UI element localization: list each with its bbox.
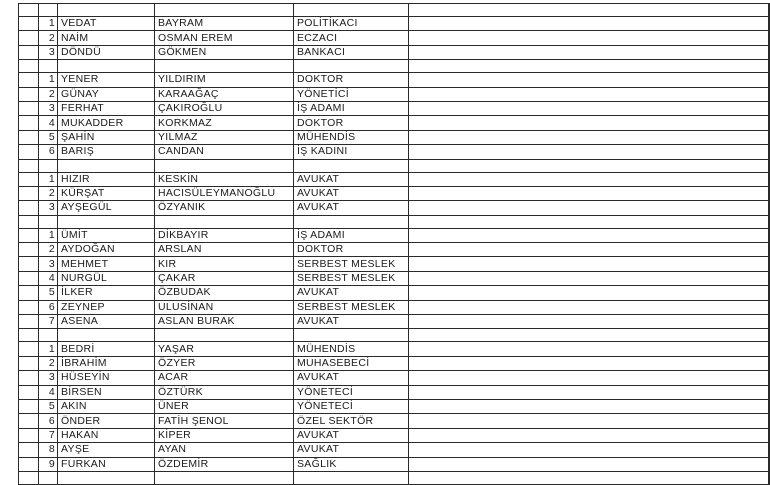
first-name-cell: BARIŞ — [58, 145, 155, 159]
empty-cell — [409, 286, 769, 300]
last-name-cell: FATİH ŞENOL — [155, 414, 294, 428]
occupation-cell: MÜHENDİS — [294, 342, 409, 356]
row-number: 3 — [39, 101, 58, 115]
first-name-cell: NAİM — [58, 31, 155, 45]
empty-cell — [409, 17, 769, 31]
empty-cell — [409, 4, 769, 17]
empty-cell — [19, 428, 39, 442]
row-number: 1 — [39, 17, 58, 31]
empty-cell — [409, 300, 769, 314]
occupation-cell: POLİTİKACI — [294, 17, 409, 31]
empty-cell — [409, 371, 769, 385]
table-row — [19, 342, 769, 356]
empty-cell — [19, 457, 39, 471]
occupation-cell: İŞ KADINI — [294, 145, 409, 159]
empty-cell — [19, 4, 39, 17]
last-name-cell: BAYRAM — [155, 17, 294, 31]
empty-cell — [19, 329, 39, 342]
empty-cell — [19, 271, 39, 285]
empty-cell — [19, 228, 39, 242]
first-name-cell: ZEYNEP — [58, 300, 155, 314]
first-name-cell: BEDRİ — [58, 342, 155, 356]
row-number: 1 — [39, 342, 58, 356]
empty-cell — [19, 186, 39, 200]
empty-cell — [39, 4, 58, 17]
table-row — [19, 130, 769, 144]
empty-cell — [409, 87, 769, 101]
empty-cell — [155, 329, 294, 342]
occupation-cell: ÖZEL SEKTÖR — [294, 414, 409, 428]
occupation-cell: YÖNETECİ — [294, 385, 409, 399]
occupation-cell: YÖNETİCİ — [294, 87, 409, 101]
empty-cell — [155, 4, 294, 17]
table-row — [19, 45, 769, 59]
empty-cell — [294, 159, 409, 172]
first-name-cell: HAKAN — [58, 428, 155, 442]
empty-cell — [39, 471, 58, 484]
occupation-cell: YÖNETECİ — [294, 399, 409, 413]
occupation-cell: İŞ ADAMI — [294, 101, 409, 115]
empty-cell — [19, 215, 39, 228]
row-number: 3 — [39, 257, 58, 271]
empty-cell — [19, 286, 39, 300]
row-number: 9 — [39, 457, 58, 471]
first-name-cell: HIZIR — [58, 172, 155, 186]
empty-cell — [58, 159, 155, 172]
first-name-cell: AYŞE — [58, 443, 155, 457]
occupation-cell: AVUKAT — [294, 428, 409, 442]
occupation-cell: SERBEST MESLEK — [294, 271, 409, 285]
last-name-cell: KIR — [155, 257, 294, 271]
empty-cell — [409, 457, 769, 471]
last-name-cell: ARSLAN — [155, 243, 294, 257]
first-name-cell: ŞAHİN — [58, 130, 155, 144]
occupation-cell: DOKTOR — [294, 243, 409, 257]
occupation-cell: ECZACI — [294, 31, 409, 45]
empty-cell — [409, 60, 769, 73]
row-number: 5 — [39, 399, 58, 413]
empty-cell — [409, 342, 769, 356]
row-number: 2 — [39, 356, 58, 370]
empty-cell — [39, 159, 58, 172]
first-name-cell: AKIN — [58, 399, 155, 413]
occupation-cell: AVUKAT — [294, 286, 409, 300]
last-name-cell: KORKMAZ — [155, 116, 294, 130]
occupation-cell: DOKTOR — [294, 116, 409, 130]
spacer-row — [19, 471, 769, 484]
last-name-cell: ÖZBUDAK — [155, 286, 294, 300]
row-number: 2 — [39, 243, 58, 257]
row-number: 2 — [39, 87, 58, 101]
empty-cell — [19, 257, 39, 271]
candidate-table-body — [19, 4, 769, 485]
candidate-table — [18, 3, 770, 485]
empty-cell — [19, 116, 39, 130]
table-row — [19, 300, 769, 314]
last-name-cell: YILDIRIM — [155, 73, 294, 87]
row-number: 3 — [39, 45, 58, 59]
row-number: 4 — [39, 116, 58, 130]
last-name-cell: ULUSİNAN — [155, 300, 294, 314]
empty-cell — [409, 73, 769, 87]
empty-cell — [409, 385, 769, 399]
table-row — [19, 73, 769, 87]
empty-cell — [19, 300, 39, 314]
empty-cell — [19, 159, 39, 172]
table-row — [19, 87, 769, 101]
empty-cell — [58, 471, 155, 484]
table-row — [19, 101, 769, 115]
first-name-cell: İLKER — [58, 286, 155, 300]
occupation-cell: AVUKAT — [294, 443, 409, 457]
last-name-cell: ÜNER — [155, 399, 294, 413]
empty-cell — [19, 17, 39, 31]
table-row — [19, 186, 769, 200]
occupation-cell: MÜHENDİS — [294, 130, 409, 144]
table-row — [19, 201, 769, 215]
last-name-cell: KESKİN — [155, 172, 294, 186]
occupation-cell: SERBEST MESLEK — [294, 257, 409, 271]
table-row — [19, 172, 769, 186]
empty-cell — [294, 329, 409, 342]
row-number: 4 — [39, 385, 58, 399]
row-number: 6 — [39, 145, 58, 159]
empty-cell — [19, 145, 39, 159]
row-number: 4 — [39, 271, 58, 285]
table-row — [19, 356, 769, 370]
row-number: 1 — [39, 172, 58, 186]
last-name-cell: ÇAKAR — [155, 271, 294, 285]
table-row — [19, 286, 769, 300]
empty-cell — [409, 101, 769, 115]
empty-cell — [19, 414, 39, 428]
table-row — [19, 17, 769, 31]
empty-cell — [409, 399, 769, 413]
last-name-cell: GÖKMEN — [155, 45, 294, 59]
empty-cell — [294, 215, 409, 228]
empty-cell — [19, 130, 39, 144]
first-name-cell: VEDAT — [58, 17, 155, 31]
last-name-cell: DİKBAYIR — [155, 228, 294, 242]
spacer-row — [19, 329, 769, 342]
empty-cell — [19, 385, 39, 399]
empty-cell — [19, 60, 39, 73]
first-name-cell: ASENA — [58, 315, 155, 329]
empty-cell — [19, 371, 39, 385]
occupation-cell: DOKTOR — [294, 73, 409, 87]
row-number: 5 — [39, 130, 58, 144]
first-name-cell: YENER — [58, 73, 155, 87]
first-name-cell: İBRAHİM — [58, 356, 155, 370]
empty-cell — [58, 329, 155, 342]
row-number: 3 — [39, 371, 58, 385]
empty-cell — [409, 271, 769, 285]
empty-cell — [19, 315, 39, 329]
row-number: 7 — [39, 315, 58, 329]
empty-cell — [19, 471, 39, 484]
last-name-cell: KİPER — [155, 428, 294, 442]
last-name-cell: CANDAN — [155, 145, 294, 159]
empty-cell — [409, 228, 769, 242]
first-name-cell: KÜRŞAT — [58, 186, 155, 200]
last-name-cell: YILMAZ — [155, 130, 294, 144]
empty-cell — [155, 159, 294, 172]
row-number: 6 — [39, 414, 58, 428]
row-number: 3 — [39, 201, 58, 215]
empty-cell — [19, 342, 39, 356]
occupation-cell: AVUKAT — [294, 186, 409, 200]
empty-cell — [409, 31, 769, 45]
empty-cell — [58, 4, 155, 17]
empty-cell — [19, 243, 39, 257]
empty-cell — [409, 315, 769, 329]
last-name-cell: ÖZTÜRK — [155, 385, 294, 399]
first-name-cell: HÜSEYİN — [58, 371, 155, 385]
first-name-cell: FURKAN — [58, 457, 155, 471]
empty-cell — [58, 215, 155, 228]
empty-cell — [409, 428, 769, 442]
empty-cell — [409, 243, 769, 257]
table-row — [19, 315, 769, 329]
empty-cell — [409, 116, 769, 130]
occupation-cell: BANKACI — [294, 45, 409, 59]
empty-cell — [155, 471, 294, 484]
empty-cell — [409, 414, 769, 428]
table-row — [19, 457, 769, 471]
empty-cell — [155, 60, 294, 73]
first-name-cell: NURGÜL — [58, 271, 155, 285]
empty-cell — [294, 471, 409, 484]
first-name-cell: GÜNAY — [58, 87, 155, 101]
table-row — [19, 116, 769, 130]
empty-cell — [409, 257, 769, 271]
empty-cell — [409, 145, 769, 159]
empty-cell — [19, 172, 39, 186]
last-name-cell: OSMAN EREM — [155, 31, 294, 45]
empty-cell — [19, 45, 39, 59]
last-name-cell: ASLAN BURAK — [155, 315, 294, 329]
empty-cell — [409, 45, 769, 59]
first-name-cell: BİRSEN — [58, 385, 155, 399]
occupation-cell: SAĞLIK — [294, 457, 409, 471]
last-name-cell: ÖZDEMİR — [155, 457, 294, 471]
row-number: 7 — [39, 428, 58, 442]
row-number: 1 — [39, 228, 58, 242]
table-row — [19, 243, 769, 257]
first-name-cell: AYŞEGÜL — [58, 201, 155, 215]
table-row — [19, 145, 769, 159]
empty-cell — [409, 130, 769, 144]
empty-cell — [409, 186, 769, 200]
empty-cell — [39, 60, 58, 73]
first-name-cell: MUKADDER — [58, 116, 155, 130]
first-name-cell: MEHMET — [58, 257, 155, 271]
row-number: 6 — [39, 300, 58, 314]
last-name-cell: ÇAKIROĞLU — [155, 101, 294, 115]
occupation-cell: İŞ ADAMI — [294, 228, 409, 242]
table-row — [19, 385, 769, 399]
row-number: 1 — [39, 73, 58, 87]
spacer-row — [19, 159, 769, 172]
empty-cell — [39, 329, 58, 342]
empty-cell — [409, 356, 769, 370]
table-row — [19, 414, 769, 428]
table-row — [19, 257, 769, 271]
empty-cell — [155, 215, 294, 228]
last-name-cell: KARAAĞAÇ — [155, 87, 294, 101]
table-row — [19, 31, 769, 45]
empty-cell — [409, 471, 769, 484]
table-row — [19, 228, 769, 242]
first-name-cell: DÖNDÜ — [58, 45, 155, 59]
occupation-cell: AVUKAT — [294, 201, 409, 215]
first-name-cell: ÜMİT — [58, 228, 155, 242]
empty-cell — [19, 73, 39, 87]
occupation-cell: SERBEST MESLEK — [294, 300, 409, 314]
spacer-row — [19, 215, 769, 228]
spacer-row — [19, 60, 769, 73]
empty-cell — [19, 87, 39, 101]
empty-cell — [19, 201, 39, 215]
first-name-cell: ÖNDER — [58, 414, 155, 428]
table-row — [19, 428, 769, 442]
empty-cell — [58, 60, 155, 73]
empty-cell — [409, 159, 769, 172]
empty-cell — [19, 356, 39, 370]
occupation-cell: AVUKAT — [294, 315, 409, 329]
empty-cell — [19, 31, 39, 45]
empty-cell — [409, 443, 769, 457]
empty-cell — [19, 101, 39, 115]
last-name-cell: AYAN — [155, 443, 294, 457]
row-number: 2 — [39, 31, 58, 45]
occupation-cell: AVUKAT — [294, 371, 409, 385]
table-row — [19, 399, 769, 413]
last-name-cell: ÖZYER — [155, 356, 294, 370]
empty-cell — [409, 329, 769, 342]
table-row — [19, 271, 769, 285]
occupation-cell: MUHASEBECİ — [294, 356, 409, 370]
last-name-cell: YAŞAR — [155, 342, 294, 356]
row-number: 8 — [39, 443, 58, 457]
empty-cell — [19, 399, 39, 413]
last-name-cell: HACISÜLEYMANOĞLU — [155, 186, 294, 200]
occupation-cell: AVUKAT — [294, 172, 409, 186]
empty-cell — [409, 215, 769, 228]
empty-cell — [19, 443, 39, 457]
empty-cell — [294, 4, 409, 17]
last-name-cell: ÖZYANIK — [155, 201, 294, 215]
table-row — [19, 371, 769, 385]
empty-cell — [294, 60, 409, 73]
row-number: 5 — [39, 286, 58, 300]
row-number: 2 — [39, 186, 58, 200]
spacer-row — [19, 4, 769, 17]
empty-cell — [409, 201, 769, 215]
empty-cell — [409, 172, 769, 186]
first-name-cell: AYDOĞAN — [58, 243, 155, 257]
empty-cell — [39, 215, 58, 228]
last-name-cell: ACAR — [155, 371, 294, 385]
table-row — [19, 443, 769, 457]
first-name-cell: FERHAT — [58, 101, 155, 115]
